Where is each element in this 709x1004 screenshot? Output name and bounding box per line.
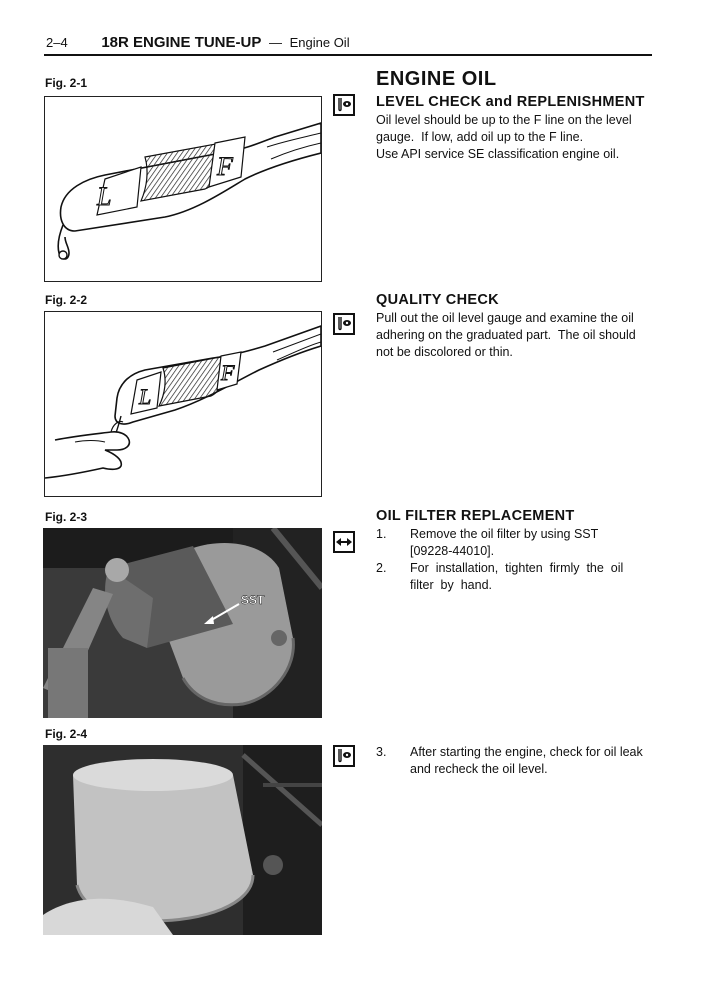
gauge-mark-l: L xyxy=(97,182,112,211)
step-1-line-2: [09228-44010]. xyxy=(410,544,495,558)
step-3-line-1: After starting the engine, check for oil leak xyxy=(410,745,643,759)
gauge-inspect-icon xyxy=(333,94,355,116)
oil-filter-heading: OIL FILTER REPLACEMENT xyxy=(376,508,575,524)
page-header xyxy=(46,34,350,51)
step-2-line-2: filter by hand. xyxy=(410,578,492,592)
gauge-mark-f: F xyxy=(217,152,233,181)
fig-2-2-illustration xyxy=(44,311,322,497)
fig-2-1-illustration xyxy=(44,96,322,282)
gauge-mark-l-2: L xyxy=(139,384,152,409)
quality-check-heading: QUALITY CHECK xyxy=(376,292,499,308)
step-3-line-2: and recheck the oil level. xyxy=(410,762,548,776)
level-check-heading: LEVEL CHECK and REPLENISHMENT xyxy=(376,94,645,110)
step-2-number: 2. xyxy=(376,561,387,575)
oil-filter-removal-photo xyxy=(43,528,322,718)
chapter-title: 18R ENGINE TUNE-UP xyxy=(101,34,262,51)
level-line-2: gauge. If low, add oil up to the F line. xyxy=(376,130,584,144)
fig-2-4-caption: Fig. 2-4 xyxy=(45,727,88,741)
level-line-1: Oil level should be up to the F line on the level xyxy=(376,113,632,127)
fig-2-2-caption: Fig. 2-2 xyxy=(45,293,88,307)
quality-line-2: adhering on the graduated part. The oil should xyxy=(376,328,636,342)
step-1-number: 1. xyxy=(376,527,387,541)
gauge-inspect-icon-3 xyxy=(333,745,355,767)
quality-line-1: Pull out the oil level gauge and examine the oil xyxy=(376,311,634,325)
step-3-number: 3. xyxy=(376,745,387,759)
fig-2-3-photo xyxy=(43,528,322,718)
fig-2-1-caption: Fig. 2-1 xyxy=(45,76,88,90)
section-title: ENGINE OIL xyxy=(376,68,497,90)
fig-2-4-photo xyxy=(43,745,322,935)
dipstick-level-illustration xyxy=(45,97,321,281)
oil-filter-install-photo xyxy=(43,745,322,935)
gauge-inspect-icon-2 xyxy=(333,313,355,335)
step-1-line-1: Remove the oil filter by using SST xyxy=(410,527,599,541)
level-line-3: Use API service SE classification engine oil. xyxy=(376,147,620,161)
section-subtitle: Engine Oil xyxy=(289,35,350,50)
header-rule xyxy=(44,54,652,56)
quality-line-3: not be discolored or thin. xyxy=(376,345,513,359)
page-number: 2–4 xyxy=(46,35,68,50)
fig-2-3-caption: Fig. 2-3 xyxy=(45,510,88,524)
gauge-mark-f-2: F xyxy=(221,360,235,385)
sst-label: SST xyxy=(241,593,265,607)
step-2-line-1: For installation, tighten firmly the oil xyxy=(410,561,624,575)
replace-arrows-icon xyxy=(333,531,355,553)
dipstick-quality-illustration xyxy=(45,312,321,496)
header-dash: — xyxy=(268,35,282,50)
